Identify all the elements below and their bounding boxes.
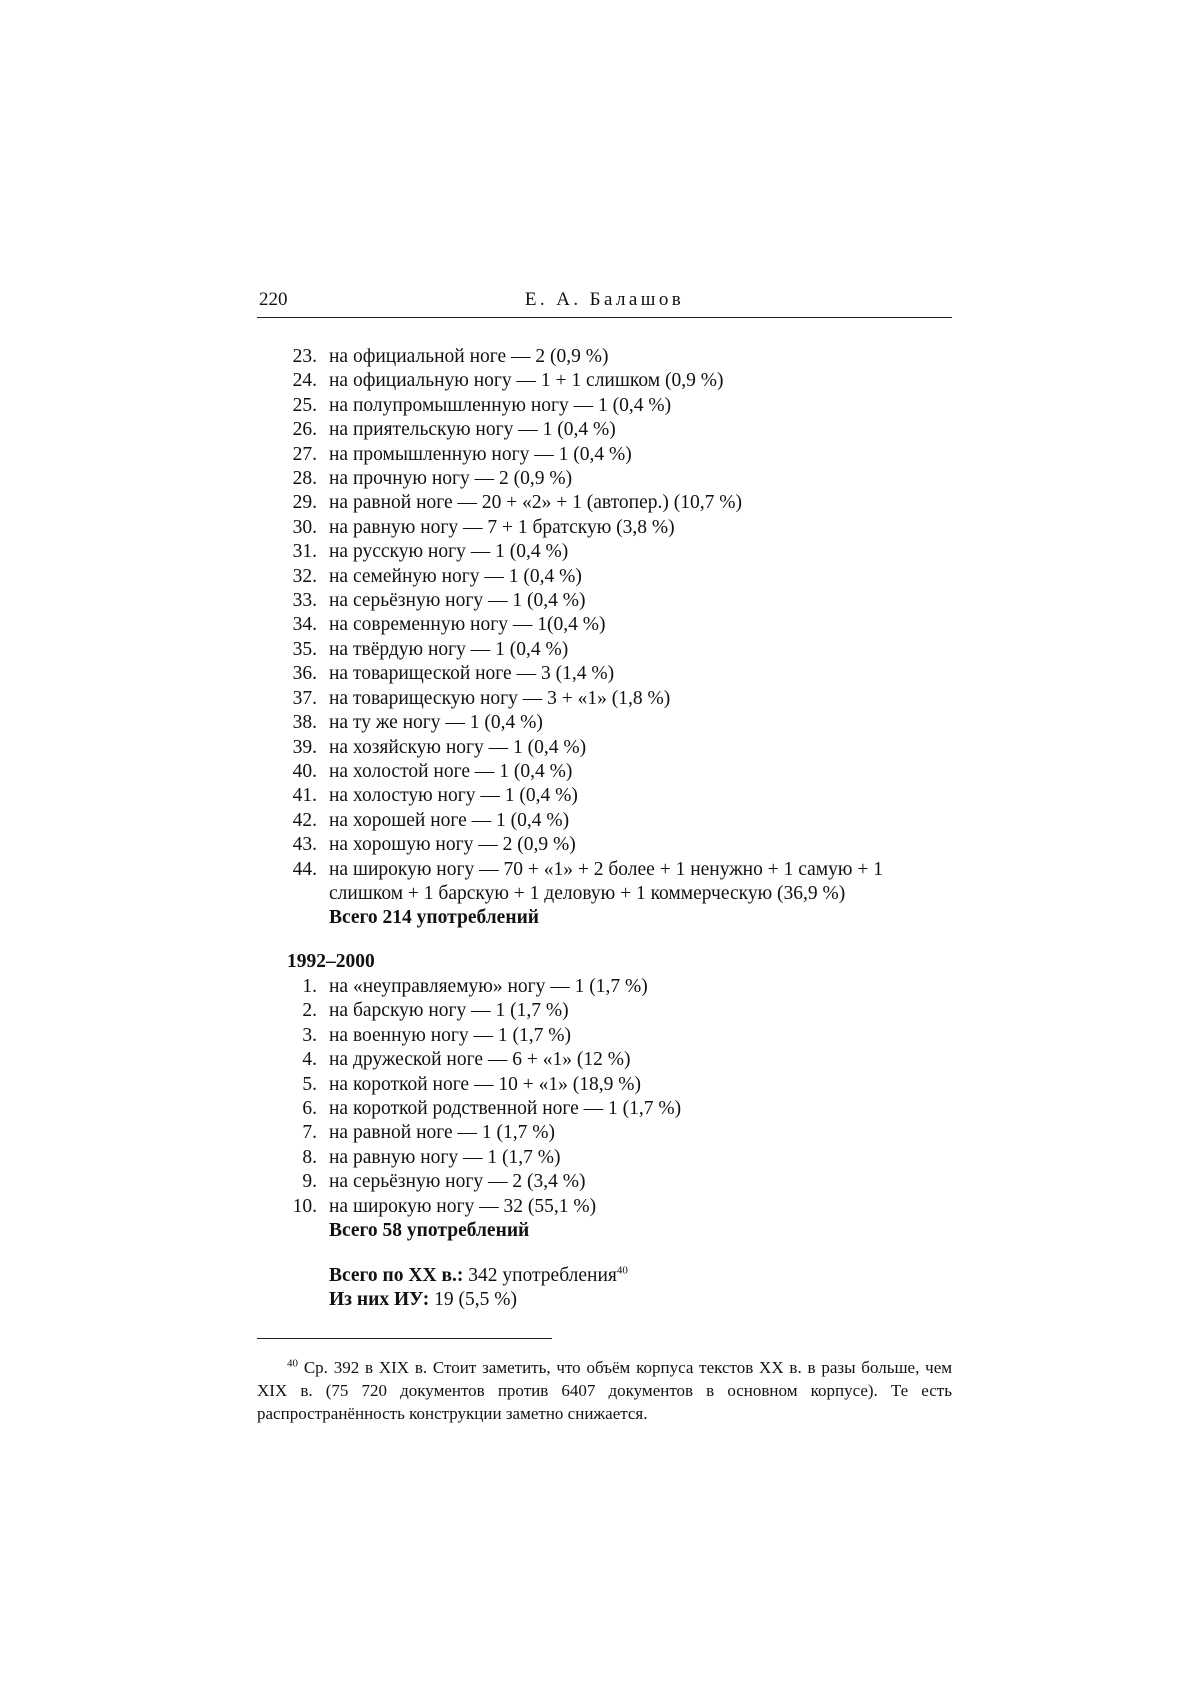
list-item-text: на «неуправляемую» ногу — 1 (1,7 %) [329,976,648,997]
list-item-number: 28. [292,468,317,490]
list-item [257,662,952,686]
footnote-40 [257,1356,952,1425]
page-header [257,285,952,318]
list-item [257,833,952,857]
list-item-text: на приятельскую ногу — 1 (0,4 %) [329,419,616,441]
list-item-text: на официальную ногу — 1 + 1 слишком (0,9 %) [329,370,724,392]
list-item-number: 36. [292,663,317,685]
list-item-number: 2. [302,1000,317,1022]
list-item-number: 6. [302,1098,317,1120]
list-item-number: 42. [292,809,317,831]
list-item [257,491,952,515]
list-item-number: 25. [292,394,317,416]
list-item-text: на хорошую ногу — 2 (0,9 %) [329,834,576,856]
list-item-number: 1. [302,976,317,997]
list-item [257,1121,952,1145]
list-item-number: 30. [292,516,317,538]
list-item-text: на прочную ногу — 2 (0,9 %) [329,468,573,490]
list-item [257,999,952,1023]
list-item-text: на равной ноге — 20 + «2» + 1 (автопер.) (10,7 %) [329,492,742,514]
total-usages-1: Всего 214 употреблений [329,907,540,929]
list-item-text: на полупромышленную ногу — 1 (0,4 %) [329,394,672,416]
list-item-text: на барскую ногу — 1 (1,7 %) [329,1000,569,1022]
list-item [257,1097,952,1121]
list-item-number: 39. [292,736,317,758]
list-item [257,369,952,393]
list-item-text: на равную ногу — 1 (1,7 %) [329,1146,561,1168]
summary-total-value: 342 употребления [468,1265,617,1286]
summary-iu-value: 19 (5,5 %) [434,1289,517,1311]
list-item [257,736,952,760]
list-item [257,975,952,999]
list-item-number: 5. [302,1073,317,1095]
list-item [257,809,952,833]
list-item-text: на широкую ногу — 70 + «1» + 2 более + 1 ненужно + 1 самую + 1 слишком + 1 барскую + 1 деловую + 1 коммерческую (36,9 %) [329,858,883,904]
list-item [257,711,952,735]
list-item-text: на товарищеской ноге — 3 (1,4 %) [329,663,615,685]
list-item [257,565,952,589]
list-item-number: 26. [292,419,317,441]
list-item [257,467,952,491]
list-item [257,1048,952,1072]
list-item-text: на ту же ногу — 1 (0,4 %) [329,712,543,734]
list-item-text: на равной ноге — 1 (1,7 %) [329,1122,556,1144]
list-item-text: на официальной ноге — 2 (0,9 %) [329,346,609,367]
list-item-text: на семейную ногу — 1 (0,4 %) [329,565,582,587]
list-item-text: на короткой ноге — 10 + «1» (18,9 %) [329,1073,641,1095]
list-item [257,540,952,564]
list-item-number: 24. [292,370,317,392]
usage-list-continued [257,345,952,931]
list-item-number: 33. [292,590,317,612]
list-item-text: на серьёзную ногу — 1 (0,4 %) [329,590,586,612]
list-item-text: на холостой ноге — 1 (0,4 %) [329,760,573,782]
list-item [257,760,952,784]
list-item-text: на твёрдую ногу — 1 (0,4 %) [329,638,569,660]
list-item-number: 37. [292,687,317,709]
list-item-number: 7. [302,1122,317,1144]
summary-total-label: Всего по XX в.: [329,1265,464,1286]
list-item-number: 41. [292,785,317,807]
list-item [257,687,952,711]
list-item-text: на товарищескую ногу — 3 + «1» (1,8 %) [329,687,671,709]
list-item [257,638,952,662]
list-item [257,1024,952,1048]
list-item-number: 38. [292,712,317,734]
list-item [257,858,952,907]
list-item-text: на равную ногу — 7 + 1 братскую (3,8 %) [329,516,675,538]
list-item-text: на широкую ногу — 32 (55,1 %) [329,1195,597,1217]
list-item-number: 31. [292,541,317,563]
list-item-text: на русскую ногу — 1 (0,4 %) [329,541,569,563]
list-item [257,613,952,637]
list-item-text: на холостую ногу — 1 (0,4 %) [329,785,578,807]
list-item-number: 32. [292,565,317,587]
list-item [257,1195,952,1219]
list-item-text: на серьёзную ногу — 2 (3,4 %) [329,1171,586,1193]
list-item-number: 8. [302,1146,317,1168]
list-item-number: 4. [302,1049,317,1071]
list-item-number: 9. [302,1171,317,1193]
list-item-text: на военную ногу — 1 (1,7 %) [329,1024,572,1046]
list-item [257,784,952,808]
list-item-number: 34. [292,614,317,636]
list-item [257,1146,952,1170]
list-item-text: на промышленную ногу — 1 (0,4 %) [329,443,632,465]
list-item-number: 44. [292,858,317,880]
list-item-number: 23. [292,346,317,367]
footnote-marker: 40 [287,1357,298,1370]
usage-list-1992-2000 [257,975,952,1243]
century-summary [329,1264,628,1313]
list-item-text: на дружеской ноге — 6 + «1» (12 %) [329,1049,631,1071]
page-number: 220 [259,289,288,310]
section-title-1992-2000: 1992–2000 [287,951,375,972]
running-title: Е. А. Балашов [524,289,685,310]
list-item-number: 43. [292,834,317,856]
summary-iu-label: Из них ИУ: [329,1289,430,1311]
list-item-text: на короткой родственной ноге — 1 (1,7 %) [329,1098,682,1120]
list-item [257,443,952,467]
list-item-text: на хозяйскую ногу — 1 (0,4 %) [329,736,587,758]
summary-total-line [329,1264,628,1288]
list-item [257,589,952,613]
footnote-divider [257,1338,552,1339]
list-item-number: 29. [292,492,317,514]
list-item-number: 27. [292,443,317,465]
list-item [257,394,952,418]
list-item-number: 10. [292,1195,317,1217]
list-item-number: 35. [292,638,317,660]
list-item-text: на современную ногу — 1(0,4 %) [329,614,606,636]
total-usages-2: Всего 58 употреблений [329,1220,530,1242]
footnote-text: Ср. 392 в XIX в. Стоит заметить, что объём корпуса текстов XX в. в разы больше, чем XIX в. (75 720 документов против 6407 документов в основном корпусе). Те есть распространённость конструкции заметно снижается. [257,1358,953,1423]
list-item [257,1073,952,1097]
list-item-text: на хорошей ноге — 1 (0,4 %) [329,809,570,831]
list-item-number: 40. [292,760,317,782]
list-item-number: 3. [302,1024,317,1046]
list-item [257,1170,952,1194]
summary-iu-line [329,1288,628,1312]
list-item [257,345,952,369]
list-item [257,516,952,540]
list-item [257,418,952,442]
footnote-ref: 40 [616,1264,628,1277]
